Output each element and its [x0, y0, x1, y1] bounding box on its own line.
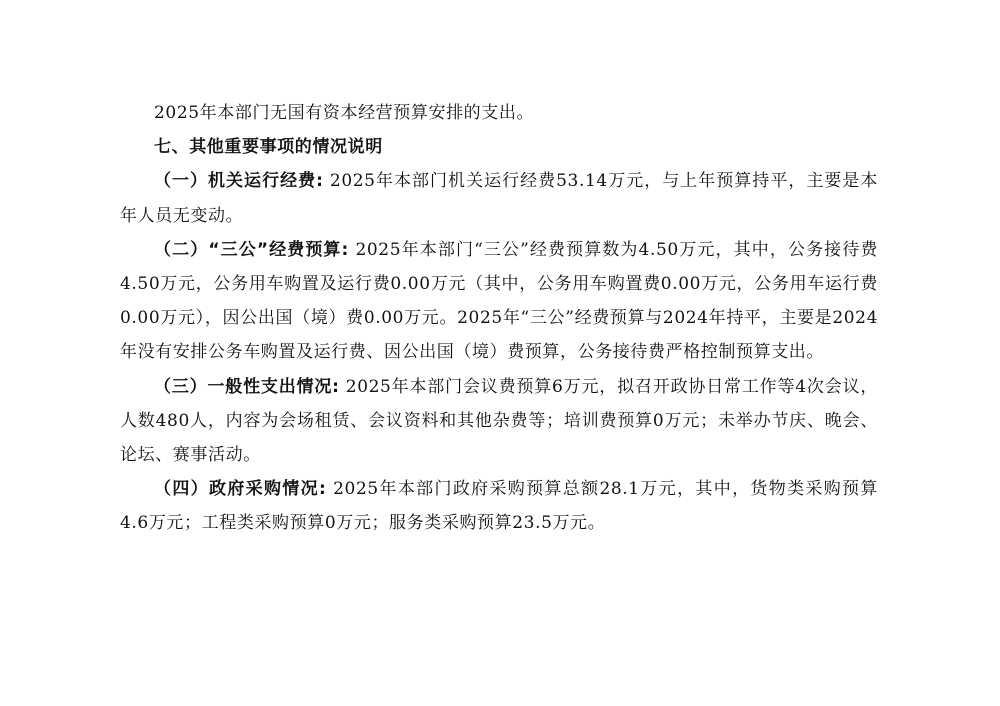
item-lead: （二）“三公”经费预算: [154, 239, 349, 260]
paragraph-state-capital: 2025年本部门无国有资本经营预算安排的支出。 [154, 103, 535, 123]
paragraph-item-3 [120, 370, 878, 473]
item-body: 2025年本部门政府采购预算总额28.1万元，其中，货物类采购预算4.6万元；工程类采购预算0万元；服务类采购预算23.5万元。 [120, 479, 878, 534]
item-body: 2025年本部门“三公”经费预算数为4.50万元，其中，公务接待费4.50万元，公务用车购置及运行费0.00万元（其中，公务用车购置费0.00万元，公务用车运行费0.00万元），因公出国（境）费0.00万元。2025年“三公”经费预算与2024年持平，主要是2024年没有安排公务车购置及运行费、因公出国（境）费预算，公务接待费严格控制预算支出。 [120, 239, 878, 363]
section-heading: 七、其他重要事项的情况说明 [154, 137, 383, 158]
item-lead: （三）一般性支出情况: [154, 376, 340, 397]
item-body: 2025年本部门机关运行经费53.14万元，与上年预算持平，主要是本年人员无变动。 [120, 171, 878, 226]
paragraph-item-2 [120, 233, 878, 370]
item-body: 2025年本部门会议费预算6万元，拟召开政协日常工作等4次会议，人数480人，内容为会场租赁、会议资料和其他杂费等；培训费预算0万元；未举办节庆、晚会、论坛、赛事活动。 [120, 376, 878, 466]
paragraph-item-1 [120, 164, 878, 232]
item-lead: （四）政府采购情况: [154, 479, 327, 500]
paragraph-item-4 [120, 472, 878, 540]
document-page [120, 96, 878, 541]
item-lead: （一）机关运行经费: [154, 171, 324, 192]
